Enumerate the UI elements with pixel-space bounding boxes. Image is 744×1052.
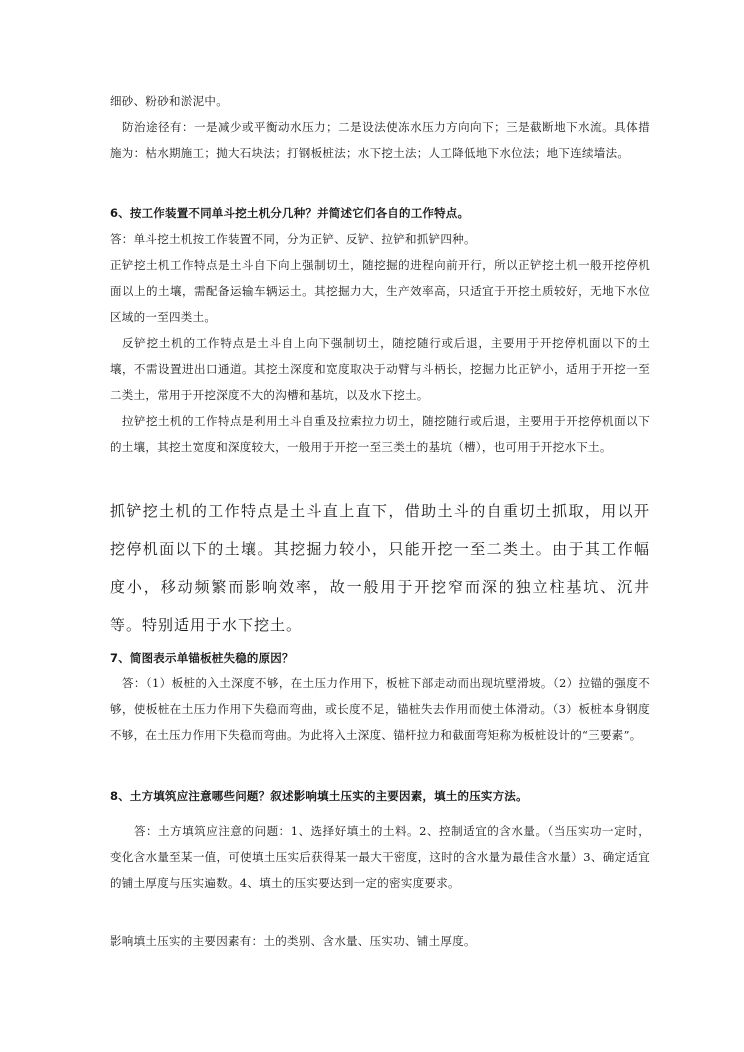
heading-q6: 6、按工作装置不同单斗挖土机分几种？并简述它们各自的工作特点。 [110,206,470,220]
heading-q8: 8、土方填筑应注意哪些问题？叙述影响填土压实的主要因素，填土的压实方法。 [110,789,528,803]
heading-q7: 7、简图表示单锚板桩失稳的原因？ [110,651,294,665]
paragraph-prevention [110,114,650,166]
paragraph-factors [110,928,650,954]
answer-8 [110,818,650,896]
answer-7 [110,670,650,748]
paragraph-intro-tail [110,88,650,114]
answer-6 [110,226,650,460]
text-shovel-grab: 抓铲挖土机的工作特点是土斗直上直下，借助土斗的自重切土抓取，用以开挖停机面以下的土壤。其挖掘力较小，只能开挖一至二类土。由于其工作幅度小，移动频繁而影响效率，故一般用于开挖窄而深的独立柱基坑、沉井等。特别适用于水下挖土。 [110,502,650,634]
text-answer7: 答：（1）板桩的入土深度不够，在土压力作用下，板桩下部走动而出现坑壁滑坡。（2）拉锚的强度不够，使板桩在土压力作用下失稳而弯曲，或长度不足，锚桩失去作用而使土体滑动。（3）板桩本身钢度不够，在土压力作用下失稳而弯曲。为此将入土深度、锚杆拉力和截面弯矩称为板桩设计的“三要素”。 [110,676,650,742]
text-shovel-front: 正铲挖土机工作特点是土斗自下向上强制切土，随挖掘的进程向前开行，所以正铲挖土机一般开挖停机面以上的土壤，需配备运输车辆运土。其挖掘力大，生产效率高，只适宜于开挖土质较好，无地下水位区域的一至四类土。 [110,258,650,324]
text-answer6: 答：单斗挖土机按工作装置不同，分为正铲、反铲、拉铲和抓铲四种。 [110,232,476,246]
question-6-heading [110,200,650,226]
text-answer8: 答：土方填筑应注意的问题：1、选择好填土的土料。2、控制适宜的含水量。（当压实功一定时，变化含水量至某一值，可使填土压实后获得某一最大干密度，这时的含水量为最佳含水量）3、确定适宜的铺土厚度与压实遍数。4、填土的压实要达到一定的密实度要求。 [110,824,650,890]
text-factors: 影响填土压实的主要因素有：土的类别、含水量、压实功、铺土厚度。 [110,934,476,948]
text-shovel-drag: 拉铲挖土机的工作特点是利用土斗自重及拉索拉力切土，随挖随行或后退，主要用于开挖停机面以下的土壤，其挖土宽度和深度较大，一般用于开挖一至三类土的基坑（槽），也可用于开挖水下土。 [110,414,650,454]
text-prevention: 防治途径有：一是减少或平衡动水压力；二是设法使冻水压力方向向下；三是截断地下水流。具体措施为：枯水期施工；抛大石块法；打钢板桩法；水下挖土法；人工降低地下水位法；地下连续墙法。 [110,120,650,160]
paragraph-grab-shovel [110,492,650,644]
question-8-heading [110,783,650,809]
text-shovel-back: 反铲挖土机的工作特点是土斗自上向下强制切土，随挖随行或后退，主要用于开挖停机面以下的土壤，不需设置进出口通道。其挖土深度和宽度取决于动臂与斗柄长，挖掘力比正铲小，适用于开挖一至二类土，常用于开挖深度不大的沟槽和基坑，以及水下挖土。 [110,336,650,402]
text-silt: 细砂、粉砂和淤泥中。 [110,94,228,108]
question-7-heading [110,645,650,671]
